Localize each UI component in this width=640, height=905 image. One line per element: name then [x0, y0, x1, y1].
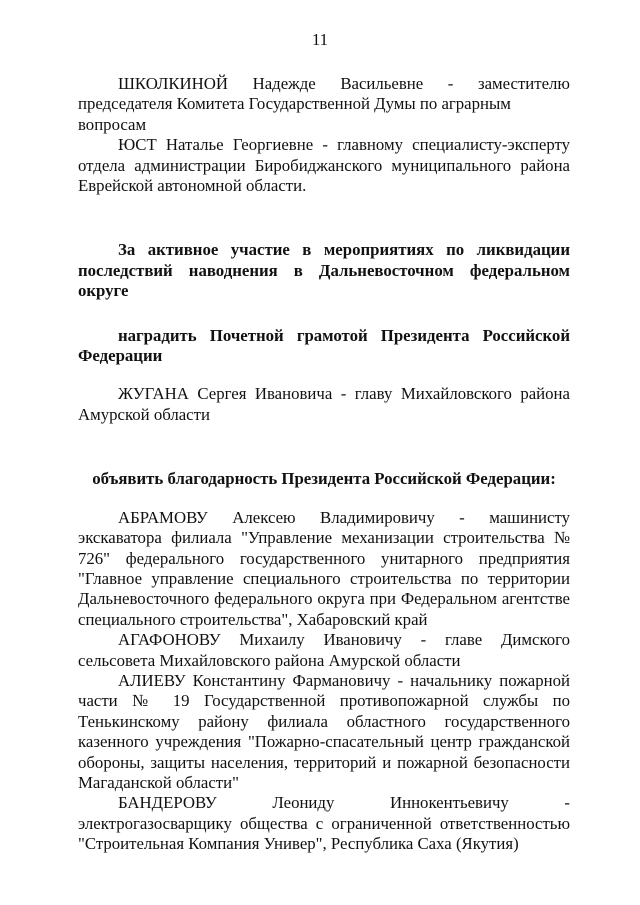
entry-aliev: АЛИЕВУ Константину Фармановичу - начальнику пожарной части № 19 Государственной противопожарной службы по Тенькинскому району филиала областного государственного казенного учреждения "Пожарно-спасательный центр гражданской обороны, защиты населения, территорий и пожарной безопасности Магаданской области": [78, 670, 570, 792]
page-number: 11: [311, 30, 329, 49]
award-decision: наградить Почетной грамотой Президента Российской Федерации: [78, 325, 570, 366]
entry-abramov: АБРАМОВУ Алексею Владимировичу - машинисту экскаватора филиала "Управление механизации строительства № 726" федерального государственного унитарного предприятия "Главное управление специального строительства по территории Дальневосточного федерального округа при Федеральном агентстве специального строительства", Хабаровский край: [78, 507, 570, 629]
word: Васильевне: [340, 74, 424, 93]
section-heading-gratitude: объявить благодарность Президента Российской Федерации:: [92, 469, 556, 489]
entry-shkolkina: [78, 74, 570, 135]
word: ШКОЛКИНОЙ: [118, 74, 229, 93]
entry-banderov: БАНДЕРОВУ Леониду Иннокентьевичу - электрогазосварщику общества с ограниченной ответственностью "Строительная Компания Универ", Республика Саха (Якутия): [78, 793, 570, 854]
entry-zhugan: ЖУГАНА Сергея Ивановича - главу Михайловского района Амурской области: [78, 384, 570, 424]
entry-continuation: председателя Комитета Государственной Думы по аграрным вопросам: [78, 94, 511, 134]
document-body: [78, 74, 570, 855]
entry-yust: ЮСТ Наталье Георгиевне - главному специалисту-эксперту отдела администрации Биробиджанского муниципального района Еврейской автономной области.: [78, 135, 570, 196]
entry-agafonov: АГАФОНОВУ Михаилу Ивановичу - главе Димского сельсовета Михайловского района Амурской области: [78, 630, 570, 670]
entry-first-line: [78, 74, 570, 94]
word: Надежде: [252, 74, 316, 93]
word: заместителю: [477, 74, 570, 93]
word: -: [447, 74, 454, 93]
section-heading-flood: За активное участие в мероприятиях по ликвидации последствий наводнения в Дальневосточном федеральном округе: [78, 240, 570, 301]
